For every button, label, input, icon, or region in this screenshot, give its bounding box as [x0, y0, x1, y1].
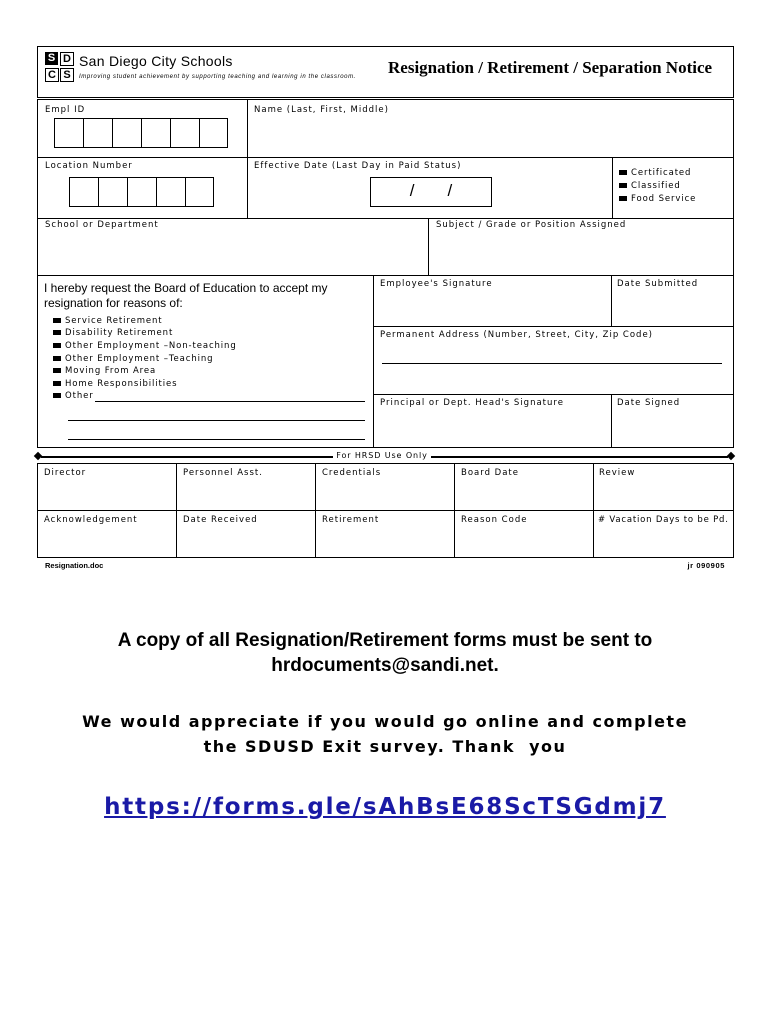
checkbox[interactable] — [619, 183, 627, 188]
reason-home-responsibilities[interactable] — [53, 379, 178, 389]
hrsd-divider — [37, 451, 734, 463]
address-line[interactable] — [382, 363, 722, 364]
hrsd-label: For HRSD Use Only — [336, 451, 428, 460]
checkbox[interactable] — [53, 393, 61, 398]
reason-other-employment-nonteaching[interactable] — [53, 341, 237, 351]
date-signed-label: Date Signed — [617, 398, 681, 408]
option-label: Classified — [631, 181, 681, 191]
hrsd-cell: Reason Code — [461, 515, 528, 525]
hrsd-cell: Retirement — [322, 515, 380, 525]
hrsd-cell: Date Received — [183, 515, 258, 525]
hrsd-cell: Credentials — [322, 468, 382, 478]
checkbox[interactable] — [53, 381, 61, 386]
form-title: Resignation / Retirement / Separation Notice — [388, 58, 713, 77]
reason-service-retirement[interactable] — [53, 316, 163, 326]
subject-grade-label: Subject / Grade or Position Assigned — [436, 220, 627, 230]
org-name: San Diego City Schools — [79, 53, 233, 69]
option-label: Certificated — [631, 168, 692, 178]
hrsd-cell: Acknowledgement — [44, 515, 138, 525]
location-number-boxes[interactable] — [69, 177, 214, 207]
employee-signature-label: Employee's Signature — [380, 279, 493, 289]
option-label: Food Service — [631, 194, 697, 204]
logo-letter: D — [63, 53, 71, 65]
checkbox[interactable] — [53, 343, 61, 348]
empl-id-label: Empl ID — [45, 105, 86, 115]
hrsd-cell: Personnel Asst. — [183, 468, 263, 478]
survey-link[interactable]: https://forms.gle/sAhBsE68ScTSGdmj7 — [104, 794, 666, 820]
reason-moving-from-area[interactable] — [53, 366, 156, 376]
reason-other-employment-teaching[interactable] — [53, 354, 213, 364]
principal-signature-label: Principal or Dept. Head's Signature — [380, 398, 564, 408]
checkbox[interactable] — [53, 318, 61, 323]
name-field[interactable] — [250, 118, 730, 154]
date-submitted-label: Date Submitted — [617, 279, 699, 289]
doc-name: Resignation.doc — [45, 561, 104, 570]
option-food-service[interactable] — [619, 194, 696, 204]
checkbox[interactable] — [53, 356, 61, 361]
hrsd-cell: Review — [599, 468, 636, 478]
request-statement: I hereby request the Board of Education to accept my — [44, 281, 328, 295]
reason-label: Other Employment –Teaching — [65, 354, 214, 364]
logo-letter: S — [47, 52, 56, 64]
checkbox[interactable] — [53, 330, 61, 335]
copy-notice: A copy of all Resignation/Retirement forms must be sent to — [117, 630, 653, 651]
reason-label: Home Responsibilities — [65, 379, 178, 389]
location-number-label: Location Number — [45, 161, 133, 171]
doc-code: jr 090905 — [687, 561, 725, 570]
request-statement-2: resignation for reasons of: — [44, 296, 183, 310]
survey-request: We would appreciate if you would go online and complete — [82, 712, 688, 731]
checkbox[interactable] — [53, 368, 61, 373]
checkbox[interactable] — [619, 196, 627, 201]
hrsd-cell: # Vacation Days to be Pd. — [598, 515, 729, 525]
name-label: Name (Last, First, Middle) — [254, 105, 389, 115]
reason-label: Disability Retirement — [65, 328, 174, 338]
option-certificated[interactable] — [619, 168, 691, 178]
permanent-address-label: Permanent Address (Number, Street, City, Zip Code) — [380, 330, 653, 340]
survey-request-2: the SDUSD Exit survey. Thank you — [203, 737, 567, 756]
reason-disability-retirement[interactable] — [53, 328, 173, 338]
effective-date-label: Effective Date (Last Day in Paid Status) — [254, 161, 462, 171]
other-reason-line[interactable] — [68, 439, 365, 440]
reason-label: Service Retirement — [65, 316, 163, 326]
hrsd-cell: Director — [44, 468, 87, 478]
reason-label: Moving From Area — [65, 366, 157, 376]
logo-letter: C — [48, 69, 56, 81]
reason-other[interactable] — [53, 391, 94, 401]
checkbox[interactable] — [619, 170, 627, 175]
empl-id-boxes[interactable] — [54, 118, 228, 148]
copy-notice-email: hrdocuments@sandi.net. — [271, 655, 499, 676]
other-reason-line[interactable] — [95, 401, 365, 402]
option-classified[interactable] — [619, 181, 681, 191]
logo — [45, 52, 73, 82]
school-department-label: School or Department — [45, 220, 159, 230]
logo-letter: S — [63, 69, 71, 81]
hrsd-cell: Board Date — [461, 468, 519, 478]
reason-label: Other Employment –Non-teaching — [65, 341, 237, 351]
reason-label: Other — [65, 391, 94, 401]
other-reason-line[interactable] — [68, 420, 365, 421]
date-slashes: / / — [409, 181, 453, 200]
tagline: Improving student achievement by supporting teaching and learning in the classroom. — [79, 74, 356, 80]
